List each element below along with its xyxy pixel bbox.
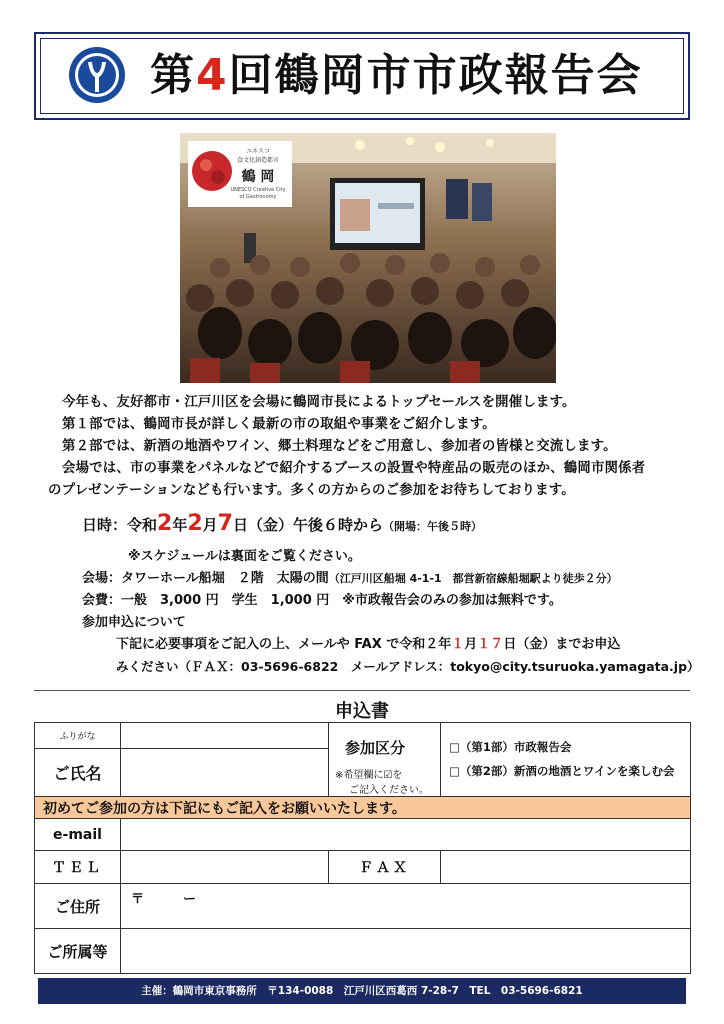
badge-main-text: 鶴 岡	[241, 169, 275, 185]
badge-small-text: ユネスコ	[245, 148, 271, 155]
intro-paragraph-2: 第１部では、鶴岡市長が詳しく最新の市の取組や事業をご紹介します。	[62, 417, 496, 432]
title-number: 4	[196, 50, 229, 101]
badge-en2-text: of Gastronomy	[239, 194, 277, 200]
application-form	[34, 722, 691, 974]
badge-line1-text: 食文化創造都市	[236, 157, 280, 164]
affiliation-input[interactable]	[121, 929, 691, 974]
intro-paragraph-1: 今年も、友好都市・江戸川区を会場に鶴岡市長によるトップセールスを開催します。	[62, 395, 576, 410]
first-time-notice: 初めてご参加の方は下記にもご記入をお願いいたします。	[35, 797, 691, 819]
email-input[interactable]	[121, 819, 691, 851]
name-label: ご氏名	[35, 749, 121, 797]
furigana-input[interactable]	[121, 723, 329, 749]
category-cell	[329, 723, 441, 797]
event-day: 7	[217, 511, 233, 536]
event-month: 2	[187, 511, 203, 536]
fax-label: ＦＡＸ	[329, 851, 441, 884]
apply-instructions-2: みください（ＦＡＸ：03-5696-6822 メールアドレス：tokyo@city.tsuruoka.yamagata.jp）	[116, 659, 700, 674]
tel-label: ＴＥＬ	[35, 851, 121, 884]
organizer-footer: 主催：鶴岡市東京事務所 〒134-0088 江戸川区西葛西 7-28-7 TEL 03-5696-6821	[38, 978, 686, 1004]
affiliation-label: ご所属等	[35, 929, 121, 974]
city-emblem-icon	[68, 46, 126, 104]
category-note-2: ご記入ください。	[349, 785, 429, 796]
page-title: 第4回鶴岡市市政報告会	[150, 50, 643, 101]
badge-en1-text: UNESCO Creative City	[230, 187, 286, 193]
category-note-1: ※希望欄に☑を	[335, 770, 403, 781]
section-divider	[34, 690, 690, 691]
form-title: 申込書	[335, 701, 389, 722]
option-part1-checkbox[interactable]: □（第1部）市政報告会	[449, 740, 572, 754]
option-part2-checkbox[interactable]: □（第2部）新酒の地酒とワインを楽しむ会	[449, 764, 675, 778]
tel-input[interactable]	[121, 851, 329, 884]
event-doors: （開場：午後５時）	[383, 520, 482, 533]
schedule-note: ※スケジュールは裏面をご覧ください。	[128, 549, 361, 564]
intro-paragraph-4a: 会場では、市の事業をパネルなどで紹介するブースの設置や特産品の販売のほか、鶴岡市関係者	[62, 461, 646, 476]
venue-address: （江戸川区船堀 4-1-1 都営新宿線船堀駅より徒歩２分）	[328, 572, 618, 585]
intro-paragraph-3: 第２部では、新酒の地酒やワイン、郷土料理などをご用意し、参加者の皆様と交流します。	[62, 439, 617, 454]
category-options	[441, 723, 691, 797]
apply-heading: 参加申込について	[82, 615, 186, 630]
address-label: ご住所	[35, 884, 121, 929]
address-input[interactable]	[121, 884, 691, 929]
email-label: e-mail	[35, 819, 121, 851]
event-photo	[180, 133, 556, 383]
furigana-label: ふりがな	[35, 723, 121, 749]
apply-instructions-1: 下記に必要事項をご記入の上、メールや FAX で令和２年１月１７日（金）までお申込	[116, 637, 621, 652]
category-label: 参加区分	[345, 739, 406, 757]
event-year: 2	[157, 511, 173, 536]
event-fee: 会費：一般 3,000 円 学生 1,000 円 ※市政報告会のみの参加は無料です。	[82, 593, 562, 608]
event-date: 日時：令和2年2月7日（金）午後６時から（開場：午後５時）	[82, 511, 482, 536]
name-input[interactable]	[121, 749, 329, 797]
deadline-day: １７	[477, 637, 504, 652]
deadline-month: １	[451, 637, 465, 652]
intro-paragraph-4b: のプレゼンテーションなども行います。多くの方からのご参加をお待ちしております。	[48, 483, 575, 498]
fax-input[interactable]	[441, 851, 691, 884]
event-venue: 会場：タワーホール船堀 ２階 太陽の間（江戸川区船堀 4-1-1 都営新宿線船堀駅より徒歩２分）	[82, 571, 618, 586]
postal-mark: 〒 ー	[131, 892, 197, 907]
